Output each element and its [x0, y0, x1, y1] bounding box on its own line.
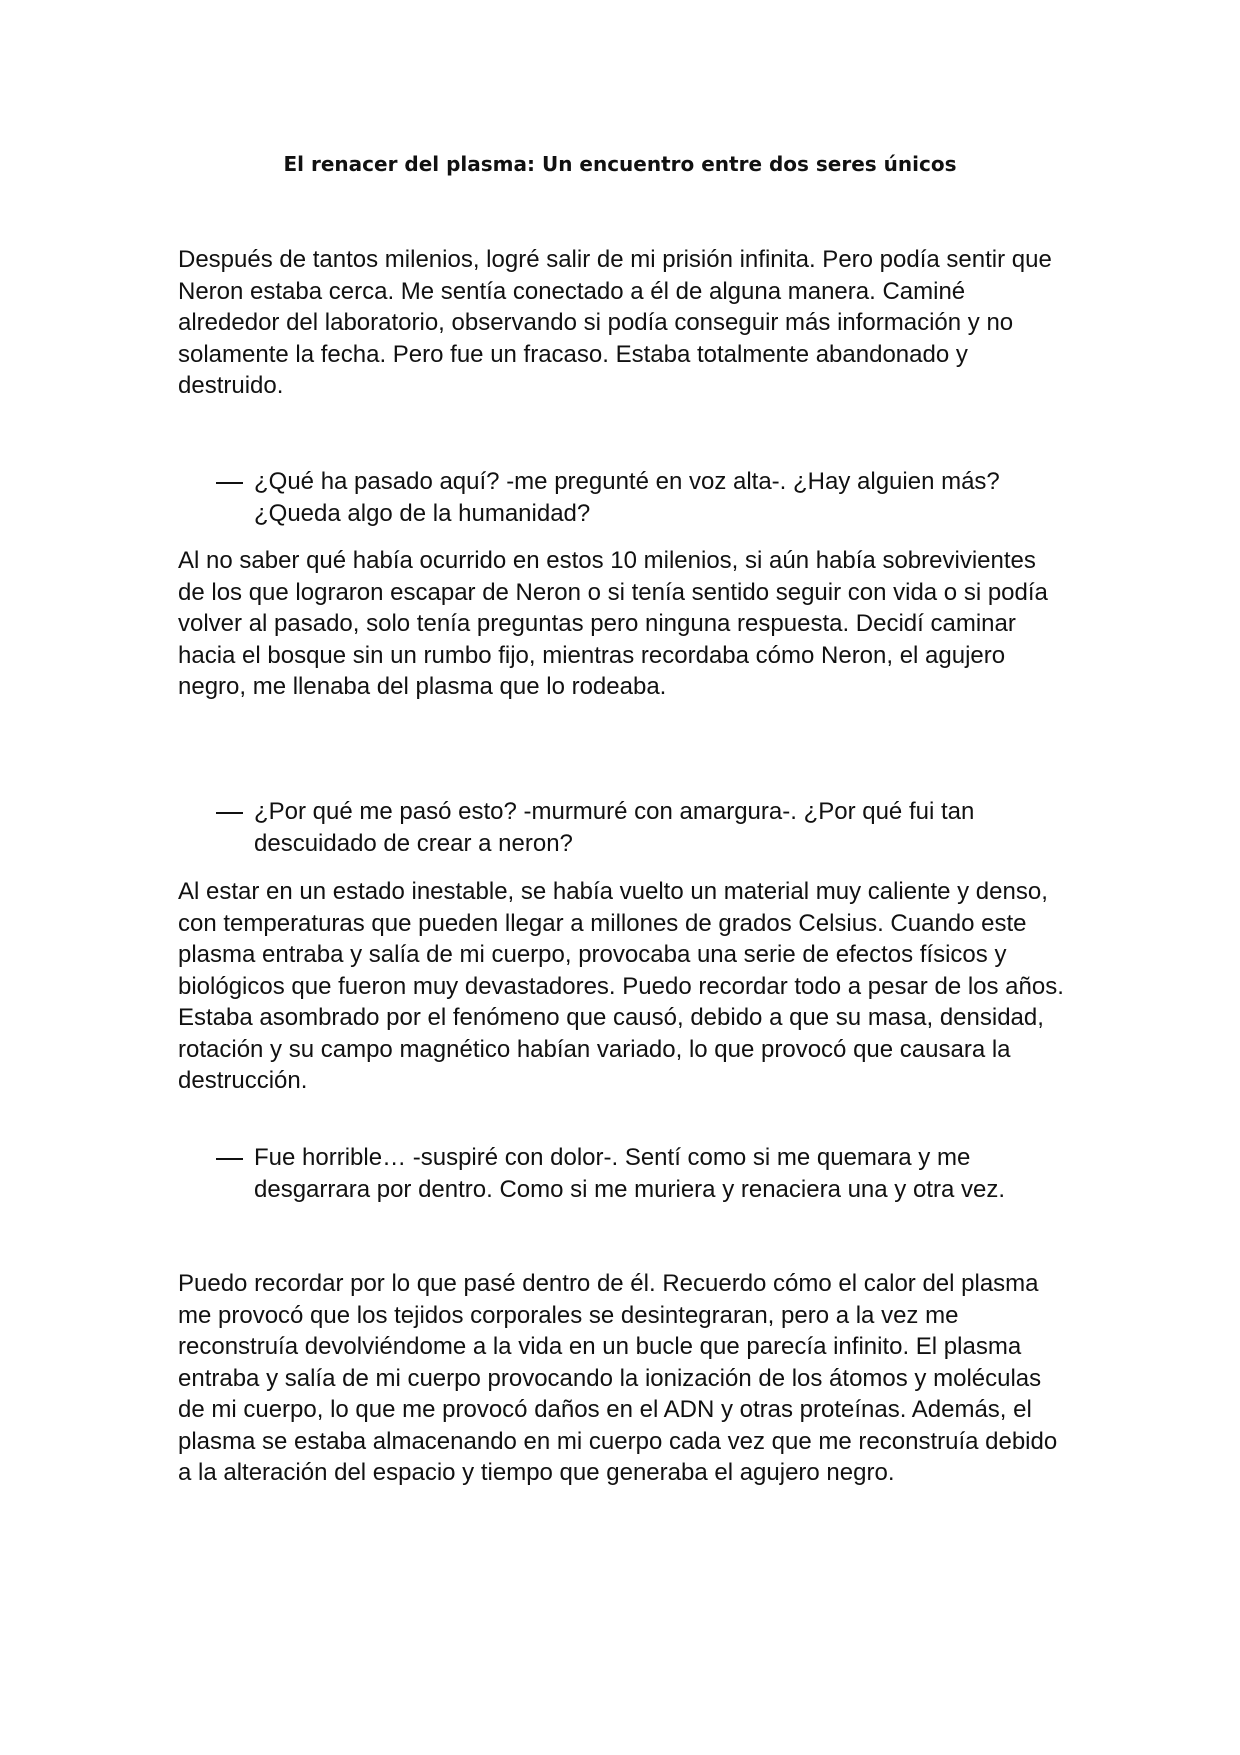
dialogue-text: ¿Qué ha pasado aquí? -me pregunté en voz alta-. ¿Hay alguien más? ¿Queda algo de la humanidad? — [254, 468, 1000, 527]
dialogue-line-2 — [216, 796, 1068, 859]
document-title: El renacer del plasma: Un encuentro entre dos seres únicos — [283, 152, 957, 176]
paragraph-2: Al no saber qué había ocurrido en estos 10 milenios, si aún había sobrevivientes de los que lograron escapar de Neron o si tenía sentido seguir con vida o si podía volver al pasado, solo tenía preguntas pero ninguna respuesta. Decidí caminar hacia el bosque sin un rumbo fijo, mientras recordaba cómo Neron, el agujero negro, me llenaba del plasma que lo rodeaba. — [178, 547, 1048, 700]
dialogue-line-1 — [216, 466, 1068, 529]
paragraph-1: Después de tantos milenios, logré salir de mi prisión infinita. Pero podía sentir que Neron estaba cerca. Me sentía conectado a él de alguna manera. Caminé alrededor del laboratorio, observando si podía conseguir más información y no solamente la fecha. Pero fue un fracaso. Estaba totalmente abandonado y destruido. — [178, 246, 1052, 399]
dialogue-line-3 — [216, 1142, 1068, 1205]
dialogue-text: Fue horrible… -suspiré con dolor-. Sentí como si me quemara y me desgarrara por dentro. Como si me muriera y renaciera una y otra vez. — [254, 1144, 1005, 1203]
dialogue-text: ¿Por qué me pasó esto? -murmuré con amargura-. ¿Por qué fui tan descuidado de crear a neron? — [254, 798, 975, 857]
paragraph-3: Al estar en un estado inestable, se había vuelto un material muy caliente y denso, con temperaturas que pueden llegar a millones de grados Celsius. Cuando este plasma entraba y salía de mi cuerpo, provocaba una serie de efectos físicos y biológicos que fueron muy devastadores. Puedo recordar todo a pesar de los años. Estaba asombrado por el fenómeno que causó, debido a que su masa, densidad, rotación y su campo magnético habían variado, lo que provocó que causara la destrucción. — [178, 878, 1064, 1094]
paragraph-4: Puedo recordar por lo que pasé dentro de él. Recuerdo cómo el calor del plasma me provocó que los tejidos corporales se desintegraran, pero a la vez me reconstruía devolviéndome a la vida en un bucle que parecía infinito. El plasma entraba y salía de mi cuerpo provocando la ionización de los átomos y moléculas de mi cuerpo, lo que me provocó daños en el ADN y otras proteínas. Además, el plasma se estaba almacenando en mi cuerpo cada vez que me reconstruía debido a la alteración del espacio y tiempo que generaba el agujero negro. — [178, 1270, 1058, 1486]
